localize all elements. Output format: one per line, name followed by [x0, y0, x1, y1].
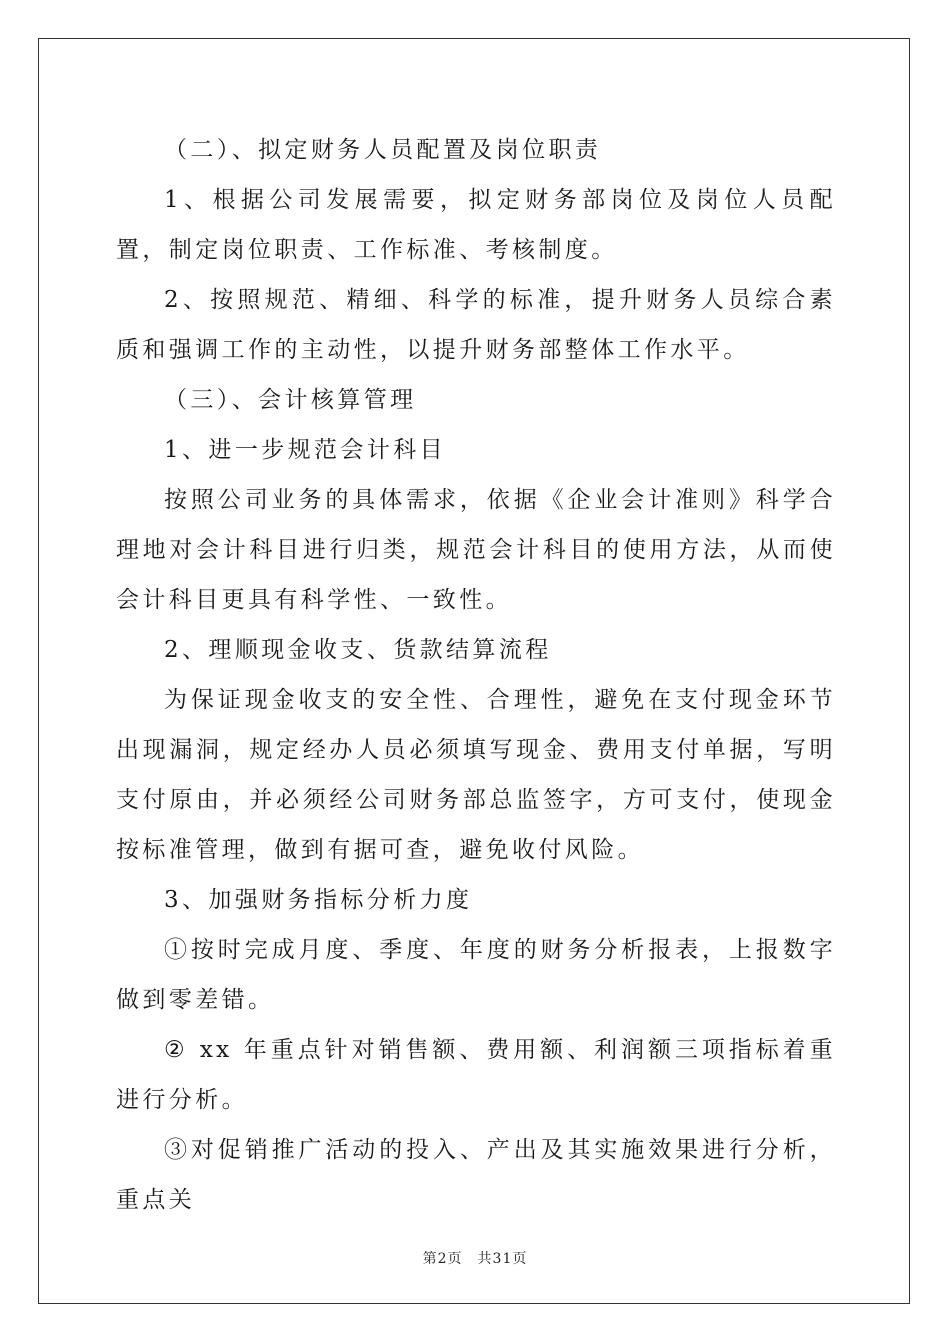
- list-item: ①按时完成月度、季度、年度的财务分析报表，上报数字做到零差错。: [116, 937, 836, 1013]
- paragraph: 为保证现金收支的安全性、合理性，避免在支付现金环节出现漏洞，规定经办人员必须填写现金、费用支付单据，写明支付原由，并必须经公司财务部总监签字，方可支付，使现金按标准管理，做到有据可查，避免收付风险。: [116, 687, 836, 863]
- subheading: 3、加强财务指标分析力度: [164, 887, 473, 913]
- section-heading-accounting: （三）、会计核算管理: [164, 387, 417, 413]
- subheading: 2、理顺现金收支、货款结算流程: [164, 637, 552, 663]
- page-number-footer: 第2页 共31页: [422, 1251, 528, 1267]
- paragraph: 按照公司业务的具体需求，依据《企业会计准则》科学合理地对会计科目进行归类，规范会计科目的使用方法，从而使会计科目更具有科学性、一致性。: [116, 487, 836, 613]
- paragraph: 1、根据公司发展需要，拟定财务部岗位及岗位人员配置，制定岗位职责、工作标准、考核制度。: [116, 187, 836, 263]
- list-item: ② xx 年重点针对销售额、费用额、利润额三项指标着重进行分析。: [116, 1037, 836, 1113]
- subheading: 1、进一步规范会计科目: [164, 437, 447, 463]
- paragraph: 2、按照规范、精细、科学的标准，提升财务人员综合素质和强调工作的主动性，以提升财务部整体工作水平。: [116, 287, 836, 363]
- document-body: [116, 125, 836, 1225]
- section-heading-staffing: （二）、拟定财务人员配置及岗位职责: [164, 137, 602, 163]
- list-item: ③对促销推广活动的投入、产出及其实施效果进行分析，重点关: [116, 1137, 836, 1213]
